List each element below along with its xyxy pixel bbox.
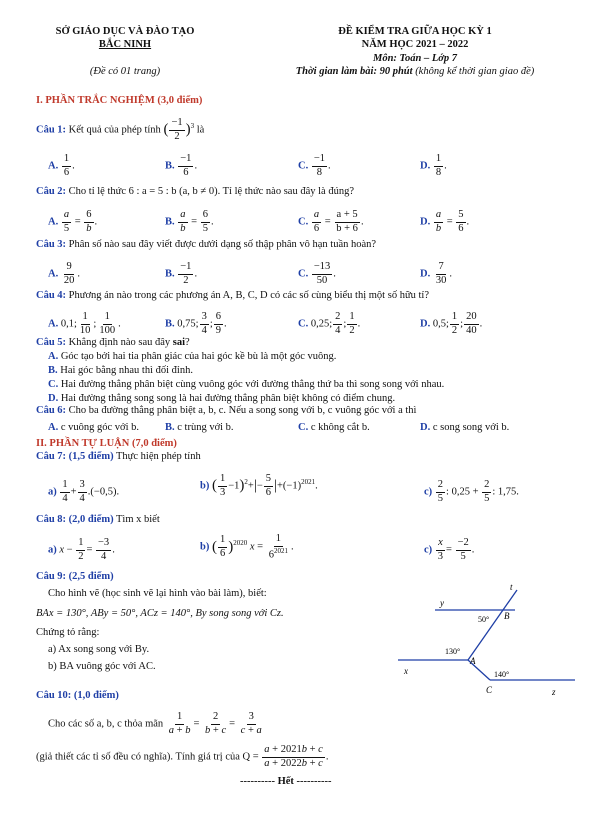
q5-stem: Câu 5: Khẳng định nào sau đây sai? — [36, 337, 190, 348]
q1-stem: Câu 1: Kết quả của phép tính ( $\frac{-1}{2}$ )$^3$ là — [36, 117, 205, 142]
q5-option-a: A. Góc tạo bởi hai tia phân giác của hai góc kề bù là một góc vuông. — [48, 351, 337, 362]
line-tab — [468, 590, 517, 660]
q8-a: a) x − $\frac{1}{2}$ = $\frac{-3}{4}$ . — [48, 537, 115, 562]
q5-option-b: B. Hai góc bằng nhau thì đối đỉnh. — [48, 365, 193, 376]
geometry-figure — [390, 582, 580, 702]
angle-140: 140° — [494, 670, 510, 679]
q3-option-d: D. $\frac{7}{30}$ . — [420, 261, 452, 286]
q6-stem: Câu 6: Cho ba đường thẳng phân biệt a, b, c. Nếu a song song với b, c vuông góc với a thì — [36, 405, 417, 416]
q4-option-d: D. 0,5; $\frac{1}{2}$ ; $\frac{20}{40}$ . — [420, 311, 483, 336]
label-B: B — [504, 611, 510, 621]
q7-stem: Câu 7: (1,5 điểm) Thực hiện phép tính — [36, 451, 201, 462]
q2-stem: Câu 2: Cho tỉ lệ thức 6 : a = 5 : b (a, b ≠ 0). Tỉ lệ thức nào sau đây là đúng? — [36, 186, 354, 197]
q6-option-b: B. c trùng với b. — [165, 422, 234, 433]
q10-line1: Cho các số a, b, c thỏa mãn $\frac{1}{a + b}$ = $\frac{2}{b + c}$ = $\frac{3}{c + a}$ — [48, 711, 262, 736]
angle-130: 130° — [445, 647, 461, 656]
part2-title: II. PHẦN TỰ LUẬN (7,0 điểm) — [36, 438, 177, 449]
q3-option-a: A. $\frac{9}{20}$ . — [48, 261, 80, 286]
q6-option-a: A. c vuông góc với b. — [48, 422, 140, 433]
q8-stem: Câu 8: (2,0 điểm) Tìm x biết — [36, 514, 160, 525]
q9-line2: BAx = 130°, ABy = 50°, ACz = 140°, By song song với Cz. — [36, 608, 284, 619]
label-x: x — [404, 666, 408, 676]
header-subject: Môn: Toán – Lớp 7 — [372, 53, 457, 64]
q4-stem: Câu 4: Phương án nào trong các phương án A, B, C, D có các số cùng biểu thị một số hữu tỉ? — [36, 290, 429, 301]
label-C: C — [486, 685, 493, 695]
q9-line1: Cho hình vẽ (học sinh vẽ lại hình vào bài làm), biết: — [48, 588, 267, 599]
end-marker: ---------- Hết ---------- — [240, 776, 332, 787]
q2-option-c: C. $\frac{a}{6}$ = $\frac{a + 5}{b + 6}$ . — [298, 209, 364, 234]
q1-option-c: C. $\frac{-1}{8}$ . — [298, 153, 331, 178]
header-dept: SỞ GIÁO DỤC VÀ ĐÀO TẠO — [55, 26, 195, 37]
q4-option-c: C. 0,25; $\frac{2}{4}$ ; $\frac{1}{2}$ . — [298, 311, 361, 336]
q9-label: Câu 9: (2,5 điểm) — [36, 571, 114, 582]
q3-stem: Câu 3: Phân số nào sau đây viết được dưới dạng số thập phân vô hạn tuần hoàn? — [36, 239, 377, 250]
q2-option-b: B. $\frac{a}{b}$ = $\frac{6}{5}$ . — [165, 209, 214, 234]
q10-label: Câu 10: (1,0 điểm) — [36, 690, 119, 701]
q2-option-a: A. $\frac{a}{5}$ = $\frac{6}{b}$ . — [48, 209, 98, 234]
q7-b: b) ( $\frac{1}{3}$ −1)$^2$+|− $\frac{5}{6}$ $|+(-1)^{2021}$. — [200, 473, 318, 498]
q7-a: a) $\frac{1}{4}$ + $\frac{3}{4}$ .(−0,5). — [48, 479, 120, 504]
q6-option-d: D. c song song với b. — [420, 422, 510, 433]
label-y: y — [440, 598, 444, 608]
label-t: t — [510, 582, 513, 592]
q4-option-b: B. 0,75; $\frac{3}{4}$ ; $\frac{6}{9}$ . — [165, 311, 227, 336]
q8-b: b) ( $\frac{1}{6}$ )$^{2020}$ x = $\frac{1}{6^{2021}}$ . — [200, 533, 294, 560]
q5-option-c: C. Hai đường thẳng phân biệt cùng vuông góc với đường thẳng thứ ba thì song song với nhau. — [48, 379, 445, 390]
q9-line3: Chứng tỏ rằng: — [36, 627, 100, 638]
header-province: BẮC NINH — [98, 39, 152, 50]
header-page-note: (Đề có 01 trang) — [89, 66, 161, 77]
q6-option-c: C. c không cắt b. — [298, 422, 370, 433]
q1-option-b: B. $\frac{-1}{6}$ . — [165, 153, 198, 178]
q10-line2: (giả thiết các tỉ số đều có nghĩa). Tính giá trị của Q = $\frac{a + 2021b + c}{a + 2022b + c}$ . — [36, 744, 329, 769]
q2-option-d: D. $\frac{a}{b}$ = $\frac{5}{6}$ . — [420, 209, 470, 234]
q1-option-d: D. $\frac{1}{8}$ . — [420, 153, 447, 178]
q7-c: c) $\frac{2}{5}$ : 0,25 + $\frac{2}{5}$ : 1,75. — [424, 479, 519, 504]
angle-50: 50° — [478, 615, 490, 624]
q3-option-b: B. $\frac{-1}{2}$ . — [165, 261, 198, 286]
q9-a: a) Ax song song với By. — [48, 644, 150, 655]
header-exam-title: ĐỀ KIỂM TRA GIỮA HỌC KỲ 1 — [338, 26, 492, 37]
label-z: z — [552, 687, 556, 697]
q3-option-c: C. $\frac{-13}{50}$ . — [298, 261, 336, 286]
q9-b: b) BA vuông góc với AC. — [48, 661, 156, 672]
part1-title: I. PHẦN TRẮC NGHIỆM (3,0 điểm) — [36, 95, 203, 106]
label-A: A — [470, 656, 476, 666]
q8-c: c) $\frac{x}{3}$ = $\frac{-2}{5}$ . — [424, 537, 475, 562]
header-time: Thời gian làm bài: 90 phút (không kể thời gian giao đề) — [295, 66, 535, 77]
q5-option-d: D. Hai đường thẳng song song là hai đường thẳng phân biệt không có điểm chung. — [48, 393, 396, 404]
q1-option-a: A. $\frac{1}{6}$ . — [48, 153, 75, 178]
q4-option-a: A. 0,1; $\frac{1}{10}$ ; $\frac{1}{100}$ . — [48, 311, 121, 336]
header-school-year: NĂM HỌC 2021 – 2022 — [361, 39, 469, 50]
